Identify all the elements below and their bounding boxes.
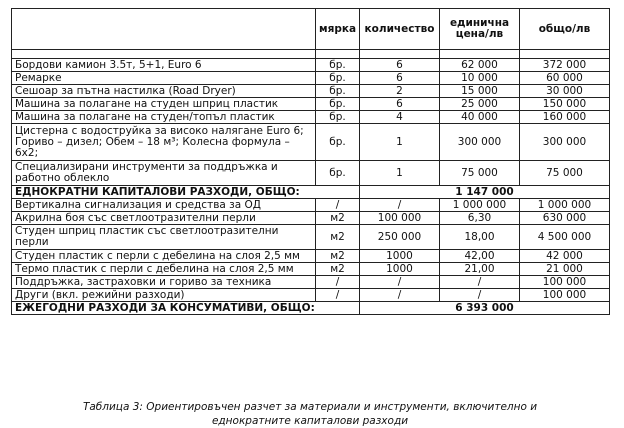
header-unit-price-line1: единична — [449, 17, 510, 29]
capital-total-row-label: ЕДНОКРАТНИ КАПИТАЛОВИ РАЗХОДИ, ОБЩО: — [12, 186, 360, 199]
header-description — [12, 9, 316, 50]
row-quantity: 6 — [360, 98, 440, 111]
table-row — [12, 111, 610, 124]
row-unit: бр. — [316, 111, 360, 124]
row-unit: бр. — [316, 72, 360, 85]
row-quantity: 6 — [360, 72, 440, 85]
consumable-total-row-value: 6 393 000 — [360, 302, 610, 315]
table-row — [12, 124, 610, 161]
row-total: 100 000 — [520, 276, 610, 289]
row-unit-price: 15 000 — [440, 85, 520, 98]
caption-line2: еднократните капиталови разходи — [211, 415, 409, 427]
row-unit: м2 — [316, 225, 360, 250]
row-total: 60 000 — [520, 72, 610, 85]
row-unit-price: 6,30 — [440, 212, 520, 225]
row-unit: бр. — [316, 98, 360, 111]
table-row — [12, 276, 610, 289]
header-row — [12, 9, 610, 50]
row-unit-price: / — [440, 289, 520, 302]
row-unit: бр. — [316, 59, 360, 72]
row-unit-price: 1 000 000 — [440, 199, 520, 212]
row-quantity: 1 — [360, 161, 440, 186]
row-quantity: 2 — [360, 85, 440, 98]
table-row — [12, 263, 610, 276]
caption-line1: Таблица 3: Ориентировъчен разчет за материали и инструменти, включително и — [82, 401, 538, 413]
consumable-total-row-label: ЕЖЕГОДНИ РАЗХОДИ ЗА КОНСУМАТИВИ, ОБЩО: — [12, 302, 360, 315]
row-unit-price: 21,00 — [440, 263, 520, 276]
row-quantity: 1000 — [360, 250, 440, 263]
row-description: Студен шприц пластик със светлоотразителни перли — [12, 225, 316, 250]
row-description: Бордови камион 3.5т, 5+1, Euro 6 — [12, 59, 316, 72]
row-unit: / — [316, 199, 360, 212]
header-quantity: количество — [360, 9, 440, 50]
header-total: общо/лв — [520, 9, 610, 50]
row-unit-price: 75 000 — [440, 161, 520, 186]
row-quantity: / — [360, 199, 440, 212]
row-unit-price: 300 000 — [440, 124, 520, 161]
row-total: 100 000 — [520, 289, 610, 302]
row-description: Поддръжка, застраховки и гориво за техника — [12, 276, 316, 289]
row-description: Акрилна боя със светлоотразителни перли — [12, 212, 316, 225]
header-unit-price — [440, 9, 520, 50]
row-quantity: / — [360, 276, 440, 289]
table-row — [12, 250, 610, 263]
consumable-total-row — [12, 302, 610, 315]
table-row — [12, 98, 610, 111]
row-quantity: 250 000 — [360, 225, 440, 250]
row-description: Вертикална сигнализация и средства за ОД — [12, 199, 316, 212]
row-unit-price: 18,00 — [440, 225, 520, 250]
row-unit: / — [316, 276, 360, 289]
row-total: 150 000 — [520, 98, 610, 111]
row-unit-price: 25 000 — [440, 98, 520, 111]
table-row — [12, 289, 610, 302]
capital-total-row-value: 1 147 000 — [360, 186, 610, 199]
row-unit-price: / — [440, 276, 520, 289]
spacer-row — [12, 50, 610, 59]
row-total: 30 000 — [520, 85, 610, 98]
row-description: Сешоар за пътна настилка (Road Dryer) — [12, 85, 316, 98]
row-total: 160 000 — [520, 111, 610, 124]
header-unit-price-line2: цена/лв — [455, 28, 504, 40]
row-total: 75 000 — [520, 161, 610, 186]
row-total: 21 000 — [520, 263, 610, 276]
row-unit-price: 40 000 — [440, 111, 520, 124]
row-quantity: 1000 — [360, 263, 440, 276]
row-total: 1 000 000 — [520, 199, 610, 212]
row-unit-price: 10 000 — [440, 72, 520, 85]
table-row — [12, 225, 610, 250]
row-description: Машина за полагане на студен шприц пластик — [12, 98, 316, 111]
row-description: Студен пластик с перли с дебелина на слоя 2,5 мм — [12, 250, 316, 263]
row-unit: м2 — [316, 250, 360, 263]
row-total: 300 000 — [520, 124, 610, 161]
row-description: Машина за полагане на студен/топъл пластик — [12, 111, 316, 124]
row-description: Термо пластик с перли с дебелина на слоя 2,5 мм — [12, 263, 316, 276]
capital-total-row — [12, 186, 610, 199]
header-unit: мярка — [316, 9, 360, 50]
table-row — [12, 199, 610, 212]
table-caption — [11, 400, 609, 428]
row-description: Цистерна с водоструйка за високо налягане Euro 6; Гориво – дизел; Обем – 18 м³; Колесна формула – 6х2; — [12, 124, 316, 161]
row-total: 372 000 — [520, 59, 610, 72]
row-description: Други (вкл. режийни разходи) — [12, 289, 316, 302]
table-body — [12, 50, 610, 315]
table-row — [12, 161, 610, 186]
row-unit: м2 — [316, 263, 360, 276]
cost-table-container — [11, 8, 609, 427]
row-quantity: 1 — [360, 124, 440, 161]
row-unit: м2 — [316, 212, 360, 225]
row-total: 630 000 — [520, 212, 610, 225]
row-description: Специализирани инструменти за поддръжка и работно облекло — [12, 161, 316, 186]
table-row — [12, 85, 610, 98]
row-total: 42 000 — [520, 250, 610, 263]
row-unit: / — [316, 289, 360, 302]
row-quantity: / — [360, 289, 440, 302]
row-unit-price: 62 000 — [440, 59, 520, 72]
row-quantity: 100 000 — [360, 212, 440, 225]
row-quantity: 4 — [360, 111, 440, 124]
cost-table — [11, 8, 610, 315]
row-total: 4 500 000 — [520, 225, 610, 250]
table-row — [12, 72, 610, 85]
row-unit: бр. — [316, 124, 360, 161]
row-unit: бр. — [316, 161, 360, 186]
row-unit: бр. — [316, 85, 360, 98]
row-description: Ремарке — [12, 72, 316, 85]
row-quantity: 6 — [360, 59, 440, 72]
table-row — [12, 212, 610, 225]
table-row — [12, 59, 610, 72]
row-unit-price: 42,00 — [440, 250, 520, 263]
